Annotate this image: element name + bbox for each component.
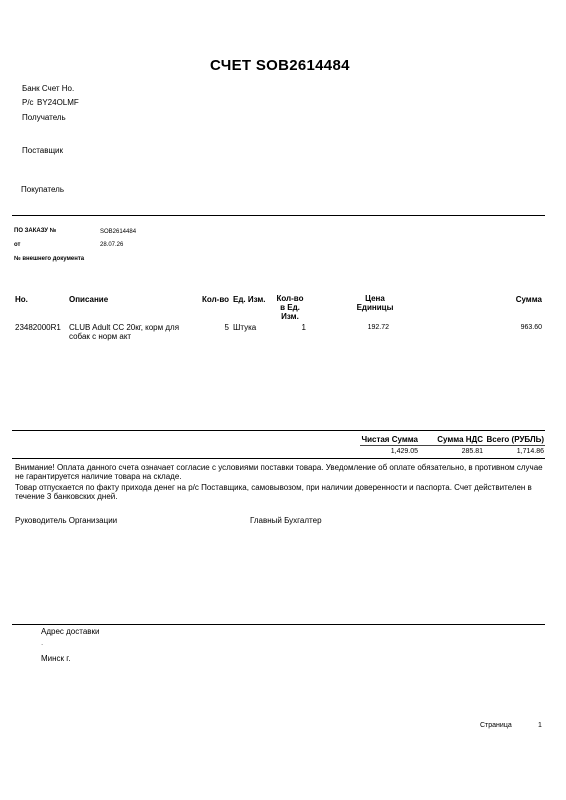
header-description: Описание — [69, 295, 109, 304]
net-label: Чистая Сумма — [361, 435, 418, 444]
recipient-label: Получатель — [22, 113, 66, 122]
date-value: 28.07.26 — [100, 242, 124, 248]
warning-line2: не гарантируется наличие товара на складе. — [15, 472, 182, 481]
row-no: 23482000R1 — [15, 323, 61, 332]
vat-value: 285.81 — [461, 448, 483, 455]
warning-line1: Внимание! Оплата данного счета означает согласие с условиями поставки товара. Уведомление об оплате обязательно, в противном случае — [15, 463, 543, 472]
row-description-line2: собак с норм акт — [69, 332, 132, 341]
date-label: от — [14, 242, 21, 248]
release-line2: течение 3 банковских дней. — [15, 492, 118, 501]
accountant-label: Главный Бухгалтер — [250, 516, 322, 525]
account-prefix: Р/с — [22, 98, 34, 107]
total-label: Всего (РУБЛЬ) — [486, 435, 544, 444]
row-description-line1: CLUB Adult CC 20кг, корм для — [69, 323, 180, 332]
delivery-city: Минск г. — [41, 654, 71, 663]
supplier-label: Поставщик — [22, 146, 64, 155]
vat-label: Сумма НДС — [437, 435, 483, 444]
order-label: ПО ЗАКАЗУ № — [14, 228, 57, 234]
net-value: 1,429.05 — [390, 448, 418, 455]
totals-header-underline — [360, 445, 545, 446]
director-label: Руководитель Организации — [15, 516, 118, 525]
invoice-title: СЧЕТ SOB2614484 — [210, 57, 350, 74]
row-price: 192.72 — [367, 324, 389, 331]
totals-divider-bottom — [12, 458, 545, 459]
header-no: Но. — [15, 295, 28, 304]
account-value: BY24OLMF — [37, 98, 79, 107]
header-qty-in-unit-3: Изм. — [281, 312, 299, 321]
row-amount: 963.60 — [520, 324, 542, 331]
totals-divider-top — [12, 430, 545, 431]
buyer-label: Покупатель — [21, 185, 64, 194]
party-divider — [12, 215, 545, 216]
page-number: 1 — [538, 722, 542, 729]
delivery-address-dot: . — [41, 638, 44, 647]
header-amount: Сумма — [515, 295, 542, 304]
header-price-2: Единицы — [356, 303, 394, 312]
header-unit: Ед. Изм. — [233, 295, 266, 304]
total-value: 1,714.86 — [516, 448, 544, 455]
header-qty-in-unit-2: в Ед. — [280, 303, 300, 312]
release-line1: Товар отпускается по факту прихода денег на р/с Поставщика, самовывозом, при наличии доверенности и паспорта. Счет действителен в — [15, 483, 532, 492]
delivery-divider — [12, 624, 545, 625]
row-qty: 5 — [224, 323, 229, 332]
order-value: SOB2614484 — [100, 229, 137, 235]
page-label: Страница — [480, 722, 512, 729]
row-unit: Штука — [233, 323, 257, 332]
row-qty-in-unit: 1 — [301, 323, 306, 332]
header-qty-in-unit-1: Кол-во — [276, 294, 304, 303]
external-doc-label: № внешнего документа — [14, 256, 85, 262]
delivery-address-label: Адрес доставки — [41, 627, 100, 636]
header-price-1: Цена — [365, 294, 385, 303]
header-qty: Кол-во — [202, 295, 230, 304]
bank-account-label: Банк Счет Но. — [22, 84, 75, 93]
